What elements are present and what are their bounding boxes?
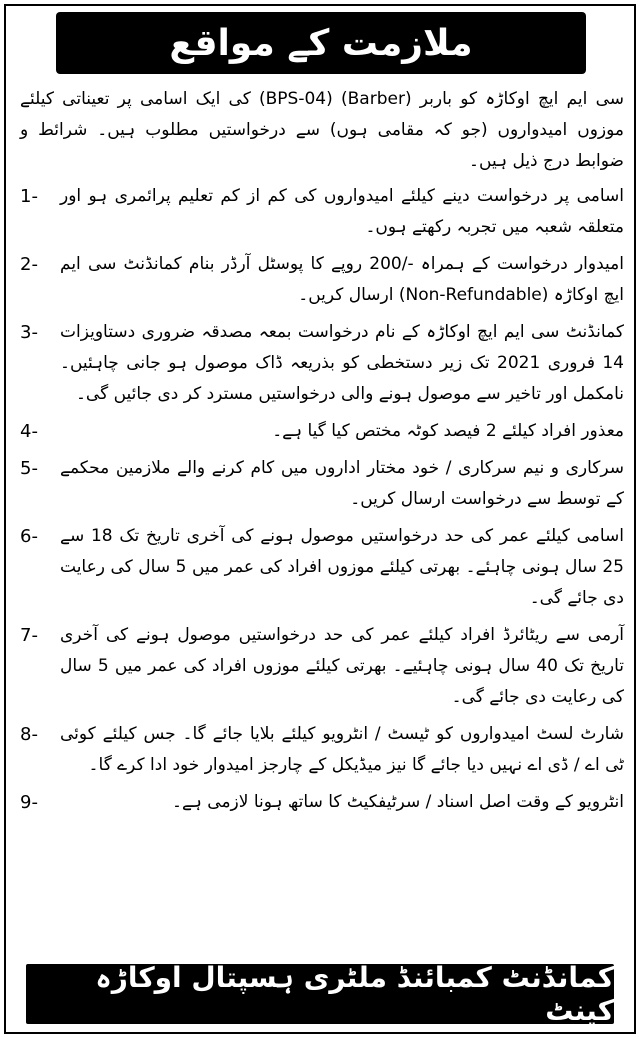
- list-item: [20, 787, 624, 818]
- list-item: [20, 181, 624, 243]
- item-text: شارٹ لسٹ امیدواروں کو ٹیسٹ / انٹرویو کیلئے بلایا جائے گا۔ جس کیلئے کوئی ٹی اے / ڈی اے نہیں دیا جائے گا نیز میڈیکل کے چارجز امیدوار خود ادا کرے گا۔: [60, 724, 624, 775]
- item-number: 5-: [20, 458, 38, 479]
- intro-paragraph: سی ایم ایچ اوکاڑہ کو باربر (Barber) (BPS-04) کی ایک اسامی پر تعیناتی کیلئے موزوں امیدواروں (جو کہ مقامی ہوں) سے درخواستیں مطلوب ہیں۔ شرائط و ضوابط درج ذیل ہیں۔: [20, 89, 624, 171]
- list-item: [20, 317, 624, 410]
- item-text: کمانڈنٹ سی ایم ایچ اوکاڑہ کے نام درخواست بمعہ مصدقہ ضروری دستاویزات 14 فروری 2021 تک زیر دستخطی کو بذریعہ ڈاک موصول ہو جانی چاہئیں۔ نامکمل اور تاخیر سے موصول ہونے والی درخواستیں مسترد کر دی جائیں گی۔: [60, 322, 624, 404]
- item-text: سرکاری و نیم سرکاری / خود مختار اداروں میں کام کرنے والے ملازمین محکمے کے توسط سے درخواست ارسال کریں۔: [60, 458, 624, 509]
- ad-body: [20, 84, 624, 824]
- list-item: [20, 249, 624, 311]
- item-number: 3-: [20, 322, 38, 343]
- item-text: اسامی پر درخواست دینے کیلئے امیدواروں کی کم از کم تعلیم پرائمری ہو اور متعلقہ شعبہ میں تجربہ رکھتے ہوں۔: [60, 186, 624, 237]
- item-text: انٹرویو کے وقت اصل اسناد / سرٹیفکیٹ کا ساتھ ہونا لازمی ہے۔: [171, 792, 624, 812]
- item-text: آرمی سے ریٹائرڈ افراد کیلئے عمر کی حد درخواستیں موصول ہونے کی آخری تاریخ تک 40 سال ہونی چاہئیے۔ بھرتی کیلئے موزوں افراد کی عمر میں 5 سال کی رعایت دی جائے گی۔: [60, 625, 624, 707]
- page-title: ملازمت کے مواقع: [169, 22, 473, 64]
- item-number: 2-: [20, 254, 38, 275]
- item-number: 1-: [20, 186, 38, 207]
- list-item: [20, 620, 624, 713]
- item-number: 9-: [20, 792, 38, 813]
- issuer-name: کمانڈنٹ کمبائنڈ ملٹری ہسپتال اوکاڑہ کینٹ: [95, 961, 614, 1027]
- item-number: 7-: [20, 625, 38, 646]
- item-text: اسامی کیلئے عمر کی حد درخواستیں موصول ہونے کی آخری تاریخ تک 18 سے 25 سال ہونی چاہئے۔ بھرتی کیلئے موزوں افراد کی عمر میں 5 سال کی رعایت دی جائے گی۔: [60, 526, 625, 608]
- item-number: 4-: [20, 421, 38, 442]
- item-text: معذور افراد کیلئے 2 فیصد کوٹہ مختص کیا گیا ہے۔: [272, 421, 624, 441]
- list-item: [20, 719, 624, 781]
- footer-banner: [26, 961, 614, 1027]
- list-item: [20, 521, 624, 614]
- advertisement-page: [4, 4, 636, 1034]
- item-number: 6-: [20, 526, 38, 547]
- header-banner: [56, 12, 586, 74]
- list-item: [20, 416, 624, 447]
- item-text: امیدوار درخواست کے ہمراہ -/200 روپے کا پوسٹل آرڈر بنام کمانڈنٹ سی ایم ایچ اوکاڑہ (Non-Refundable) ارسال کریں۔: [60, 254, 624, 305]
- list-item: [20, 453, 624, 515]
- item-number: 8-: [20, 724, 38, 745]
